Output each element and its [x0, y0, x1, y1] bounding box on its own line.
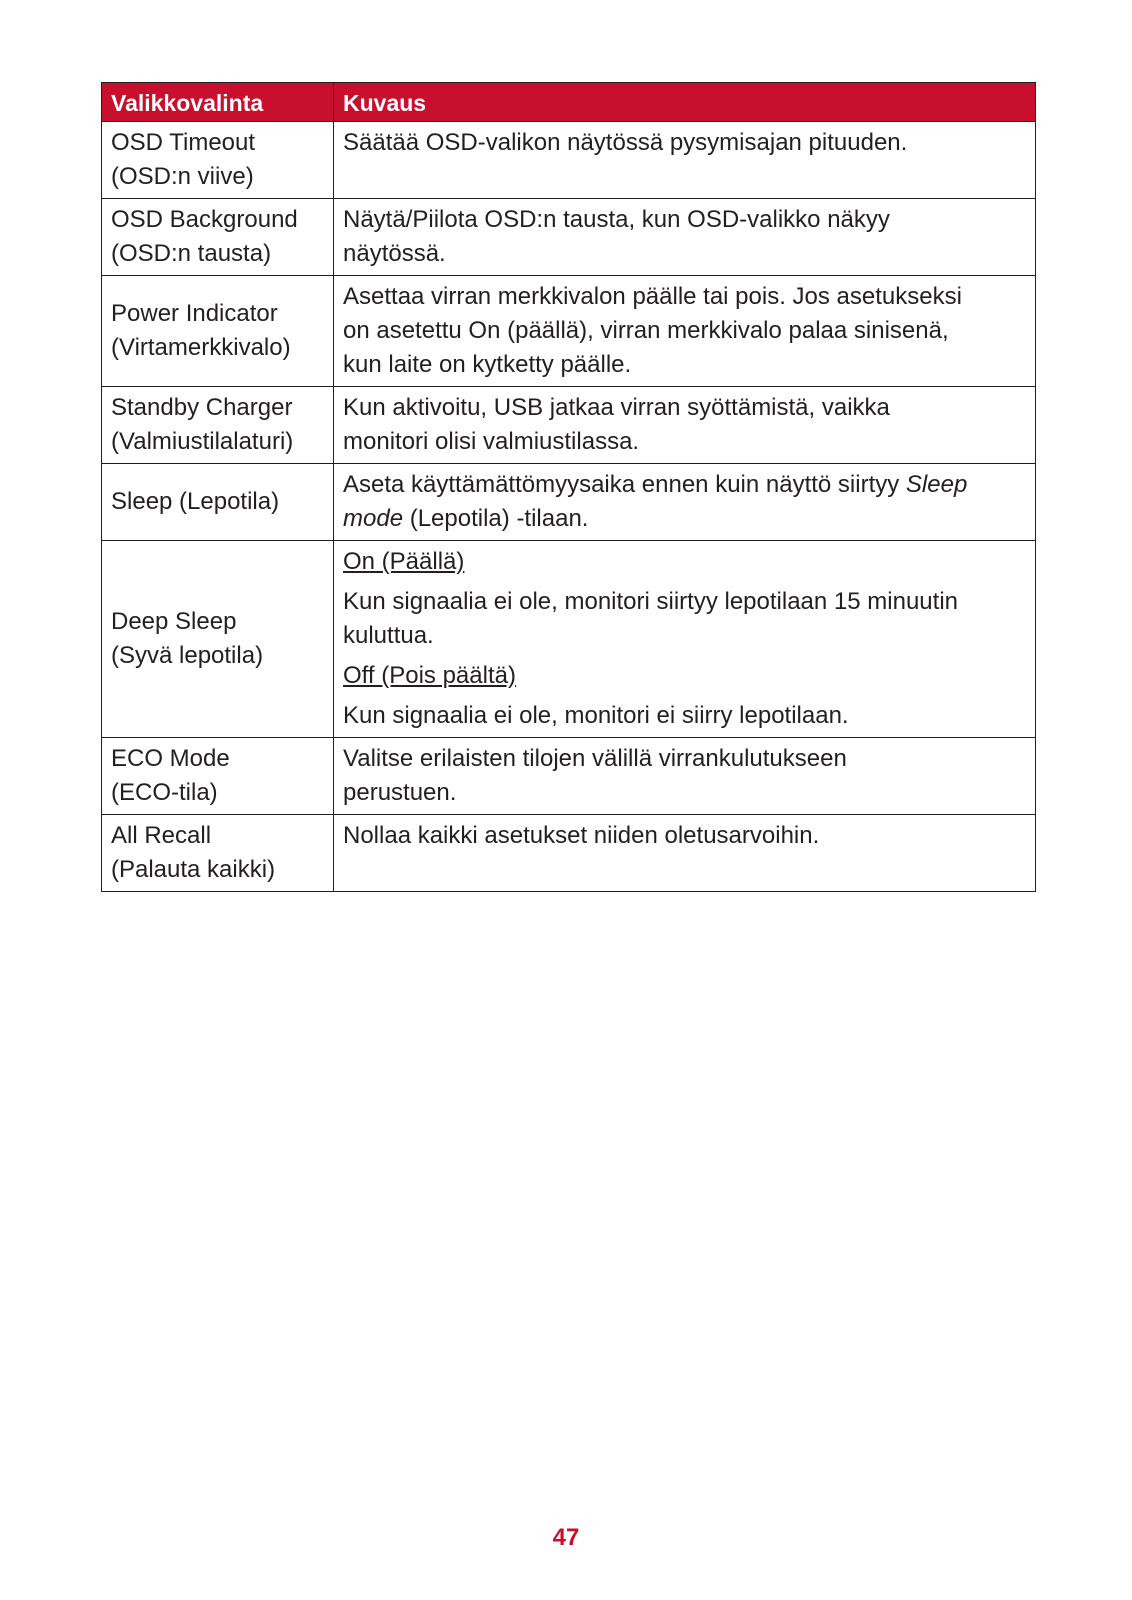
option-description-line: Kun aktivoitu, USB jatkaa virran syöttämistä, vaikka — [343, 394, 890, 421]
option-description-line: kuluttua. — [343, 622, 434, 649]
option-description-line: perustuen. — [343, 779, 457, 806]
table-header-row — [102, 83, 1036, 122]
option-description-line: monitori olisi valmiustilassa. — [343, 428, 640, 455]
table-row — [102, 122, 1036, 199]
option-name-cell — [102, 815, 334, 892]
option-name-en: Deep Sleep — [111, 608, 237, 635]
option-name-fi: (OSD:n viive) — [111, 163, 254, 190]
option-name-en: OSD Timeout — [111, 129, 256, 156]
option-description: Säätää OSD-valikon näytössä pysymisajan pituuden. — [343, 129, 908, 156]
option-description: Nollaa kaikki asetukset niiden oletusarvoihin. — [343, 822, 820, 849]
option-description-cell — [334, 122, 1036, 199]
sub-option-on — [343, 545, 1027, 579]
option-name-fi: (Valmiustilalaturi) — [111, 428, 294, 455]
table-row — [102, 464, 1036, 541]
option-name-fi: (Syvä lepotila) — [111, 642, 264, 669]
header-description: Kuvaus — [334, 83, 1036, 122]
option-description-line: Valitse erilaisten tilojen välillä virrankulutukseen — [343, 745, 847, 772]
option-description-line: on asetettu On (päällä), virran merkkivalo palaa sinisenä, — [343, 317, 949, 344]
header-menu-option: Valikkovalinta — [102, 83, 334, 122]
sub-option-label: On (Päällä) — [343, 548, 465, 575]
sub-option-on-description — [343, 585, 1027, 653]
table-row — [102, 199, 1036, 276]
sub-option-label: Off (Pois päältä) — [343, 662, 516, 689]
option-description-cell — [334, 387, 1036, 464]
option-name-en: ECO Mode — [111, 745, 230, 772]
option-name-cell — [102, 541, 334, 738]
option-description-cell — [334, 541, 1036, 738]
option-description-line: Kun signaalia ei ole, monitori siirtyy lepotilaan 15 minuutin — [343, 588, 958, 615]
option-name-cell — [102, 738, 334, 815]
option-name-en: OSD Background — [111, 206, 298, 233]
option-description-line: Näytä/Piilota OSD:n tausta, kun OSD-valikko näkyy — [343, 206, 890, 233]
option-name-fi: (Virtamerkkivalo) — [111, 334, 291, 361]
table-row — [102, 738, 1036, 815]
sub-option-off — [343, 659, 1027, 693]
option-name-en: Standby Charger — [111, 394, 293, 421]
option-description-cell — [334, 276, 1036, 387]
option-name-cell — [102, 199, 334, 276]
option-name-cell — [102, 122, 334, 199]
description-italic-text: mode — [343, 505, 404, 532]
menu-options-table — [101, 82, 1036, 892]
option-name-fi: (Palauta kaikki) — [111, 856, 276, 883]
option-description-line: Asettaa virran merkkivalon päälle tai pois. Jos asetukseksi — [343, 283, 962, 310]
option-name-cell — [102, 387, 334, 464]
option-name: Sleep (Lepotila) — [111, 488, 280, 515]
option-description-cell — [334, 464, 1036, 541]
option-description-line — [343, 468, 1027, 502]
option-description-cell — [334, 199, 1036, 276]
option-description-line: kun laite on kytketty päälle. — [343, 351, 632, 378]
option-name-fi: (ECO-tila) — [111, 779, 218, 806]
table-row — [102, 276, 1036, 387]
table-row — [102, 815, 1036, 892]
option-name-cell — [102, 276, 334, 387]
option-description-line: näytössä. — [343, 240, 446, 267]
description-text: Aseta käyttämättömyysaika ennen kuin näyttö siirtyy — [343, 471, 906, 498]
sub-option-off-description — [343, 699, 1027, 733]
description-italic-text: Sleep — [905, 471, 968, 498]
table-row — [102, 541, 1036, 738]
option-description-line: Kun signaalia ei ole, monitori ei siirry lepotilaan. — [343, 702, 849, 729]
option-description-cell — [334, 738, 1036, 815]
option-name-fi: (OSD:n tausta) — [111, 240, 272, 267]
option-description-cell — [334, 815, 1036, 892]
description-text: (Lepotila) -tilaan. — [403, 505, 589, 532]
option-name-en: All Recall — [111, 822, 212, 849]
page-number: 47 — [552, 1524, 580, 1551]
table-row — [102, 387, 1036, 464]
option-name-en: Power Indicator — [111, 300, 278, 327]
option-name-cell — [102, 464, 334, 541]
option-description-line — [343, 502, 1027, 536]
